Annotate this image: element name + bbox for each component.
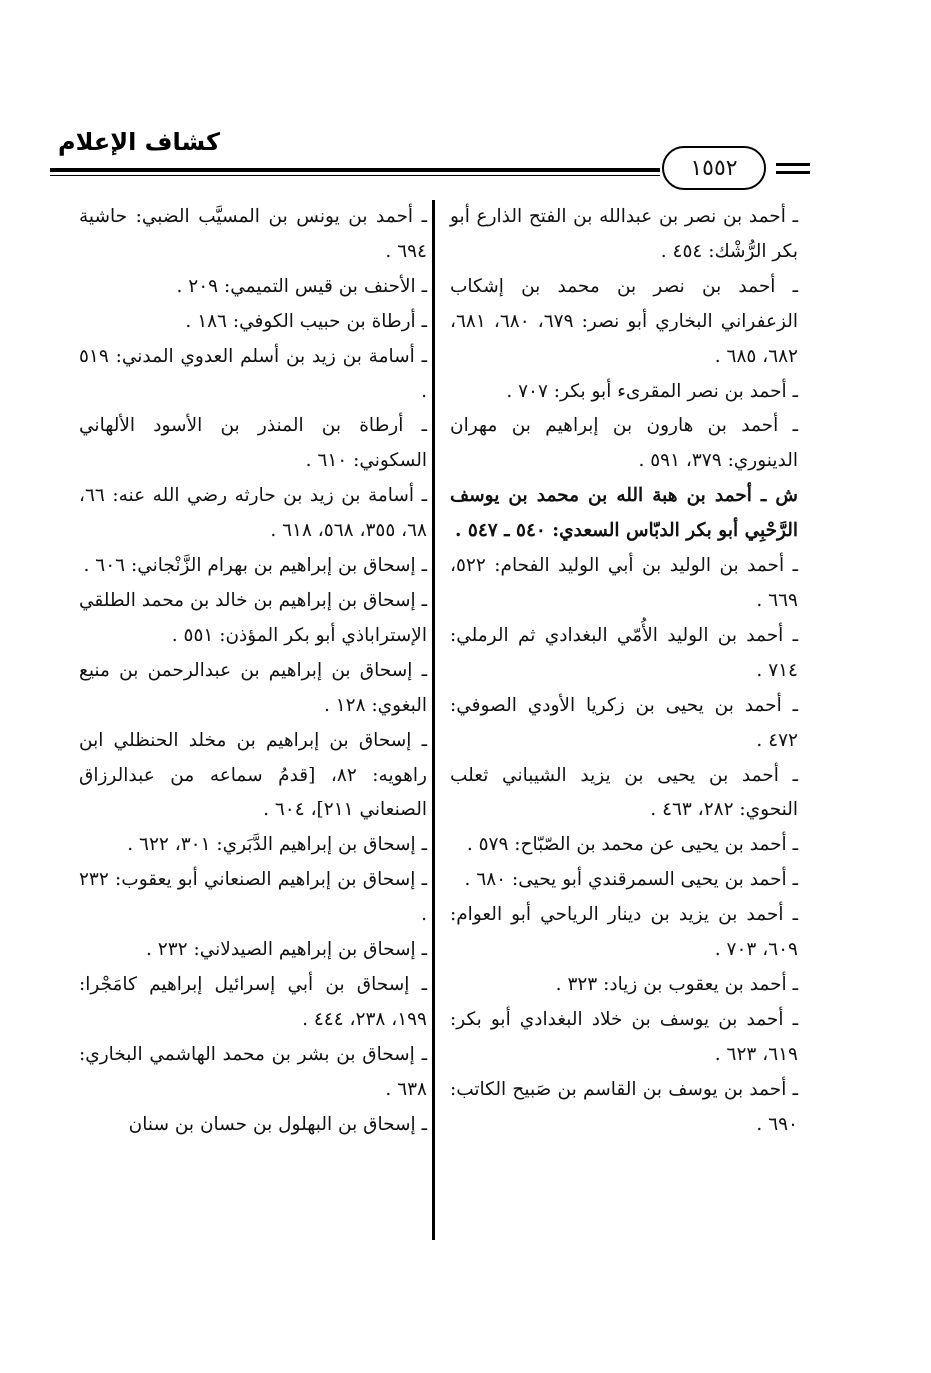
- header-dash: [776, 163, 810, 166]
- index-entry: ـ إسحاق بن إبراهيم بن بهرام الزَّنْجاني: ٦٠٦ .: [83, 555, 427, 577]
- running-title: كشاف الإعلام: [58, 128, 220, 156]
- index-entry: ـ أرطاة بن حبيب الكوفي: ١٨٦ .: [185, 310, 427, 332]
- index-entry: ـ أحمد بن يزيد بن دينار الرياحي أبو العوام: ٦٠٩، ٧٠٣ .: [450, 904, 798, 961]
- index-entry: ـ إسحاق بن إبراهيم الدَّبَري: ٣٠١، ٦٢٢ .: [127, 834, 427, 856]
- index-entry: ـ أحمد بن يحيى بن زكريا الأودي الصوفي: ٤٧٢ .: [450, 694, 798, 751]
- index-entry: ـ أحمد بن يحيى السمرقندي أبو يحيى: ٦٨٠ .: [464, 869, 798, 891]
- index-entry: ـ إسحاق بن أبي إسرائيل إبراهيم كامَجْرا: ١٩٩، ٢٣٨، ٤٤٤ .: [79, 973, 427, 1030]
- index-entry-bold: ش ـ أحمد بن هبة الله بن محمد بن يوسف الرَّحْبِي أبو بكر الدبّاس السعدي: ٥٤٠ ـ ٥٤٧ .: [450, 485, 798, 542]
- index-entry: ـ أحمد بن الوليد الأُمّي البغدادي ثم الرملي: ٧١٤ .: [450, 624, 798, 681]
- index-entry: ـ إسحاق بن بشر بن محمد الهاشمي البخاري: ٦٣٨ .: [79, 1043, 427, 1100]
- index-entry: ـ أحمد بن نصر بن محمد بن إشكاب الزعفراني البخاري أبو نصر: ٦٧٩، ٦٨٠، ٦٨١، ٦٨٢، ٦٨٥ .: [450, 275, 798, 367]
- index-column-left: [79, 200, 427, 1142]
- index-entry: ـ أسامة بن زيد بن حارثه رضي الله عنه: ٦٦، ٦٨، ٣٥٥، ٥٦٨، ٦١٨ .: [79, 485, 427, 542]
- index-entry: ـ إسحاق بن إبراهيم بن خالد بن محمد الطلقي الإستراباذي أبو بكر المؤذن: ٥٥١ .: [79, 589, 427, 646]
- index-entry: ـ إسحاق بن إبراهيم بن عبدالرحمن بن منيع البغوي: ١٢٨ .: [79, 659, 427, 716]
- index-entry: ـ أحمد بن نصر المقرىء أبو بكر: ٧٠٧ .: [506, 380, 798, 402]
- header-rule-thin: [50, 175, 660, 176]
- page-number: ١٥٥٢: [662, 146, 766, 190]
- index-entry: ـ أحمد بن يوسف بن خلاد البغدادي أبو بكر: ٦١٩، ٦٢٣ .: [450, 1008, 798, 1065]
- index-entry: ـ أسامة بن زيد بن أسلم العدوي المدني: ٥١٩ .: [79, 345, 427, 402]
- index-entry: ـ أحمد بن يحيى عن محمد بن الصّبّاح: ٥٧٩ .: [466, 834, 798, 856]
- column-divider: [432, 200, 435, 1240]
- header-dash: [776, 171, 810, 174]
- header-rule: [50, 168, 660, 172]
- index-column-right: [450, 200, 798, 1142]
- index-entry: ـ أحمد بن نصر بن عبدالله بن الفتح الذارع أبو بكر الرُّشْك: ٤٥٤ .: [450, 206, 798, 262]
- index-entry: ـ أحمد بن الوليد بن أبي الوليد الفحام: ٥٢٢، ٦٦٩ .: [450, 555, 798, 611]
- index-entry: ـ أرطاة بن المنذر بن الأسود الألهاني السكوني: ٦١٠ .: [79, 415, 427, 472]
- index-entry: ـ أحمد بن يحيى بن يزيد الشيباني ثعلب النحوي: ٢٨٢، ٤٦٣ .: [450, 764, 798, 821]
- index-entry: ـ أحمد بن يوسف بن القاسم بن صَبيح الكاتب: ٦٩٠ .: [450, 1078, 798, 1135]
- index-entry: ـ أحمد بن هارون بن إبراهيم بن مهران الدينوري: ٣٧٩، ٥٩١ .: [450, 415, 798, 472]
- page-header: [50, 128, 810, 188]
- index-entry: ـ الأحنف بن قيس التميمي: ٢٠٩ .: [176, 275, 427, 297]
- index-entry: ـ إسحاق بن البهلول بن حسان بن سنان: [128, 1113, 427, 1135]
- index-entry: ـ أحمد بن يعقوب بن زياد: ٣٢٣ .: [555, 973, 798, 995]
- index-entry: ـ أحمد بن يونس بن المسيَّب الضبي: حاشية ٦٩٤ .: [79, 206, 427, 262]
- index-entry: ـ إسحاق بن إبراهيم الصنعاني أبو يعقوب: ٢٣٢ .: [79, 869, 427, 926]
- index-entry: ـ إسحاق بن إبراهيم الصيدلاني: ٢٣٢ .: [146, 939, 427, 961]
- index-entry: ـ إسحاق بن إبراهيم بن مخلد الحنظلي ابن راهويه: ٨٢، [قدمُ سماعه من عبدالرزاق الصنعاني ٢١١]، ٦٠٤ .: [79, 729, 427, 821]
